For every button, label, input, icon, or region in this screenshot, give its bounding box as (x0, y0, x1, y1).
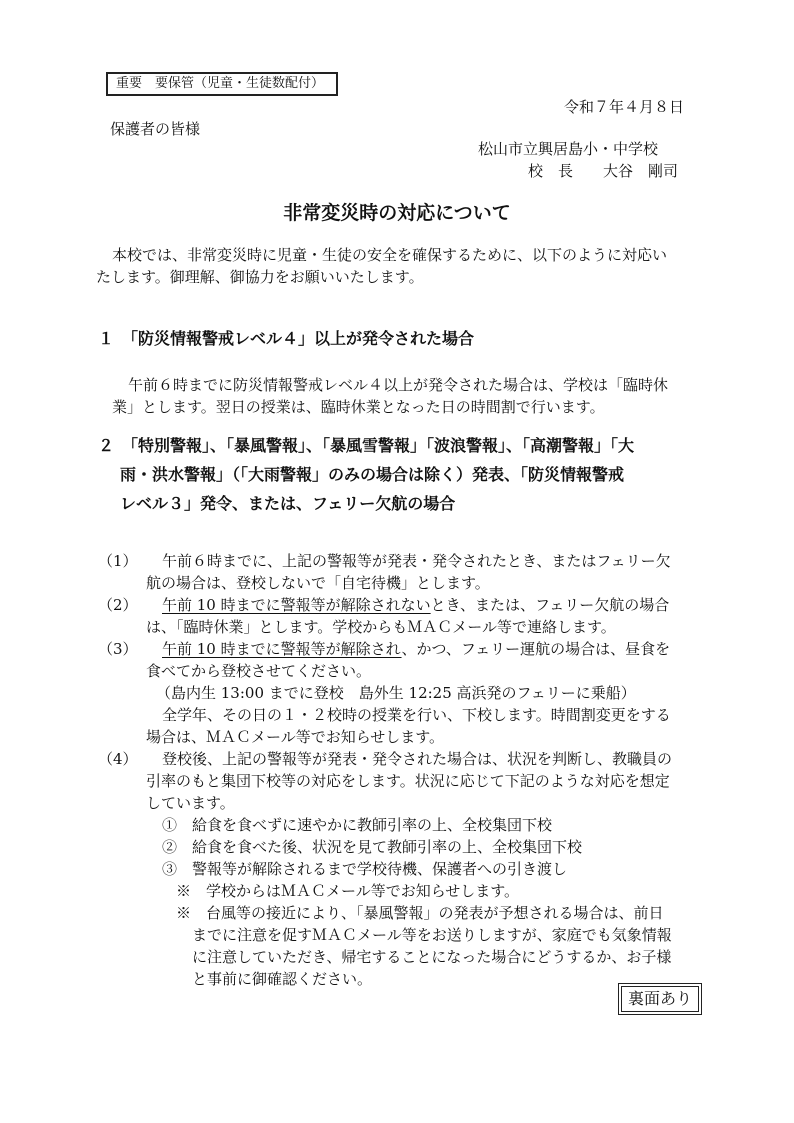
item-2-underlined-text: 午前 10 時までに警報等が解除されない (162, 596, 431, 614)
item-1-number: （1） (98, 552, 138, 570)
item-1-line-1: 午前６時までに、上記の警報等が発表・発令されたとき、またはフェリー欠 (162, 552, 671, 570)
item-4-line-3: しています。 (146, 794, 235, 812)
section-1-line-1: 午前６時までに防災情報警戒レベル４以上が発令された場合は、学校は「臨時休 (128, 376, 669, 394)
item-2-line-1 (162, 594, 669, 616)
sender-school: 松山市立興居島小・中学校 (478, 140, 659, 158)
section-2-heading-line-1: ２ 「特別警報」、「暴風警報」、「暴風雪警報」「波浪警報」、「高潮警報」「大 (98, 436, 635, 455)
intro-line-1: 本校では、非常変災時に児童・生徒の安全を確保するために、以下のように対応い (112, 246, 668, 264)
note-2-line-4: と事前に御確認ください。 (192, 970, 373, 988)
subitem-3: ③ 警報等が解除されるまで学校待機、保護者への引き渡し (162, 860, 568, 878)
item-3-line-5: 場合は、ＭＡＣメール等でお知らせします。 (146, 728, 445, 746)
document-date: 令和７年４月８日 (564, 98, 685, 116)
item-2-number: （2） (98, 596, 138, 614)
importance-stamp: 重要 要保管（児童・生徒数配付） (106, 72, 338, 96)
subitem-2: ② 給食を食べた後、状況を見て教師引率の上、全校集団下校 (162, 838, 583, 856)
item-3-line-1 (162, 638, 670, 660)
item-4-number: （4） (98, 750, 138, 768)
item-3-line-1-rest: 、かつ、フェリー運航の場合は、昼食を (401, 640, 671, 658)
reverse-side-notice: 裏面あり (621, 986, 699, 1012)
section-2-heading-line-3: レベル３」発令、または、フェリー欠航の場合 (120, 494, 456, 513)
sender-principal: 校 長 大谷 剛司 (528, 162, 679, 180)
intro-line-2: たします。御理解、御協力をお願いいたします。 (96, 268, 424, 286)
note-2-line-1: ※ 台風等の接近により、「暴風警報」の発表が予想される場合は、前日 (176, 904, 664, 922)
item-2-line-1-rest: とき、または、フェリー欠航の場合 (430, 596, 670, 614)
section-2-heading-line-2: 雨・洪水警報」（「大雨警報」のみの場合は除く）発表、「防災情報警戒 (120, 465, 625, 484)
section-1-line-2: 業」とします。翌日の授業は、臨時休業となった日の時間割で行います。 (112, 398, 605, 416)
page-title: 非常変災時の対応について (283, 202, 511, 224)
item-3-line-2: 食べてから登校させてください。 (146, 662, 372, 680)
item-3-line-4: 全学年、その日の１・２校時の授業を行い、下校します。時間割変更をする (162, 706, 671, 724)
subitem-1: ① 給食を食べずに速やかに教師引率の上、全校集団下校 (162, 816, 553, 834)
note-2-line-3: に注意していただき、帰宅することになった場合にどうするか、お子様 (192, 948, 672, 966)
item-2-line-2: は、「臨時休業」とします。学校からもＭＡＣメール等で連絡します。 (146, 618, 616, 636)
item-3-schedule: （島内生 13:00 までに登校 島外生 12:25 高浜発のフェリーに乗船） (156, 684, 636, 702)
recipient: 保護者の皆様 (110, 120, 201, 138)
note-1: ※ 学校からはＭＡＣメール等でお知らせします。 (176, 882, 520, 900)
item-1-line-2: 航の場合は、登校しないで「自宅待機」とします。 (146, 574, 490, 592)
note-2-line-2: までに注意を促すＭＡＣメール等をお送りしますが、家庭でも気象情報 (192, 926, 672, 944)
item-4-line-1: 登校後、上記の警報等が発表・発令された場合は、状況を判断し、教職員の (162, 750, 673, 768)
item-4-line-2: 引率のもと集団下校等の対応をします。状況に応じて下記のような対応を想定 (146, 772, 670, 790)
item-3-underlined-text: 午前 10 時までに警報等が解除され (162, 640, 402, 658)
item-3-number: （3） (98, 640, 138, 658)
section-1-heading: １ 「防災情報警戒レベル４」以上が発令された場合 (98, 329, 475, 348)
